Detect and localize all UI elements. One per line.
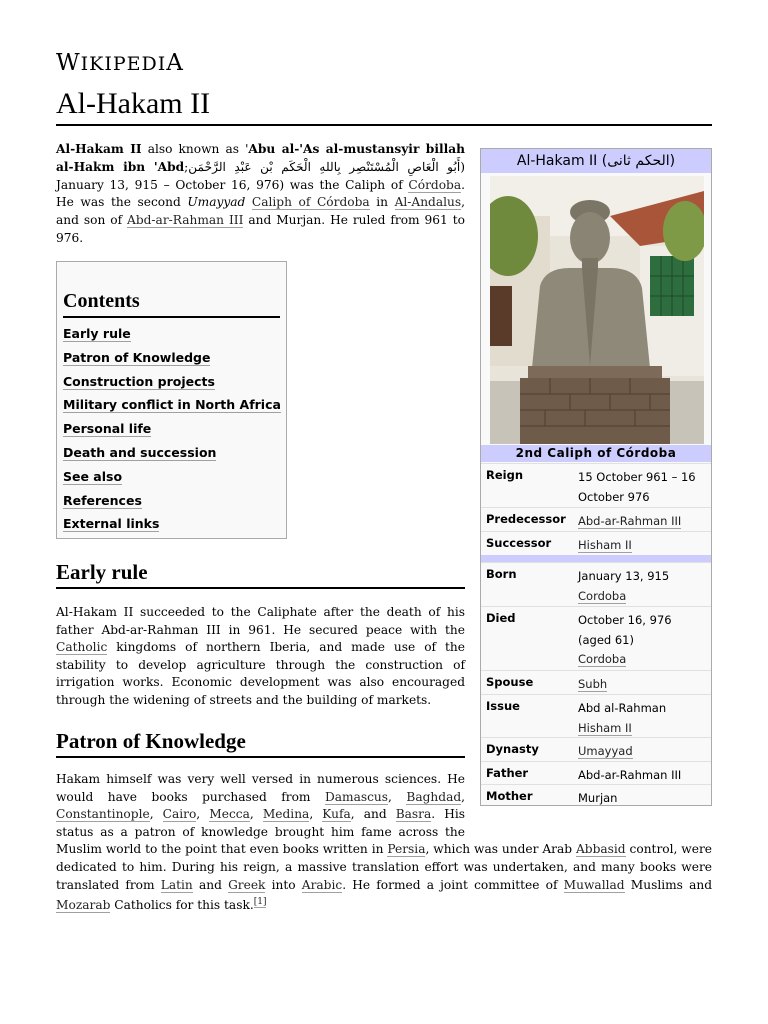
- toc-item[interactable]: [63, 370, 286, 394]
- toc-item-label[interactable]: Military conflict in North Africa: [63, 397, 281, 413]
- link-constantinople[interactable]: Constantinople: [56, 807, 150, 822]
- died-date: October 16, 976: [578, 613, 672, 627]
- toc-item-label[interactable]: Personal life: [63, 421, 152, 437]
- link-dynasty[interactable]: Umayyad: [578, 744, 633, 758]
- link-mecca[interactable]: Mecca: [209, 807, 250, 822]
- infobox-header: Al-Hakam II (الحكم ثانی): [481, 149, 711, 173]
- section-heading-early-rule: Early rule: [56, 560, 148, 584]
- link-issue[interactable]: Hisham II: [578, 720, 632, 735]
- infobox-row-father: [481, 761, 711, 785]
- intro-paragraph: [56, 141, 465, 248]
- infobox-row-dynasty: [481, 737, 711, 762]
- infobox-label: Predecessor: [486, 512, 566, 526]
- toc-item[interactable]: [63, 393, 286, 417]
- infobox-row-mother: [481, 784, 711, 806]
- toc-item-label[interactable]: References: [63, 492, 142, 508]
- toc-item-label[interactable]: External links: [63, 516, 160, 532]
- infobox-label: Issue: [486, 699, 520, 713]
- paragraph-text: ,: [149, 807, 163, 822]
- infobox-value: Abd-ar-Rahman III: [578, 768, 682, 782]
- link-latin[interactable]: Latin: [160, 877, 193, 892]
- link-abd-ar-rahman-iii[interactable]: Abd-ar-Rahman III: [127, 213, 244, 228]
- title-divider: [56, 124, 712, 126]
- infobox-separator: [481, 555, 711, 562]
- intro-text: in: [369, 195, 395, 210]
- infobox-row-issue: [481, 694, 711, 738]
- toc-item-label[interactable]: Patron of Knowledge: [63, 349, 211, 365]
- link-successor[interactable]: Hisham II: [578, 538, 632, 552]
- infobox-row-died: [481, 606, 711, 671]
- wikipedia-wordmark[interactable]: [56, 50, 184, 76]
- infobox-row-predecessor: [481, 507, 711, 532]
- toc-item[interactable]: [63, 489, 286, 513]
- paragraph-text: Hakam himself was very well versed in numerous sciences. He would have books purchased from: [56, 772, 465, 804]
- infobox-label: Dynasty: [486, 742, 539, 756]
- intro-text: also known as ': [141, 142, 249, 156]
- link-muwallad[interactable]: Muwallad: [563, 877, 625, 892]
- paragraph-text: ,: [388, 789, 407, 804]
- link-born-place[interactable]: Cordoba: [578, 588, 627, 603]
- paragraph-text: into: [265, 877, 302, 892]
- paragraph-text: Catholics for this task.: [110, 898, 254, 913]
- link-basra[interactable]: Basra: [395, 807, 432, 822]
- wordmark-initial: W: [56, 50, 81, 76]
- intro-text: January 13, 915 – October 16, 976) was the Caliph of: [56, 177, 409, 192]
- infobox-label: Died: [486, 611, 516, 625]
- toc-item[interactable]: [63, 346, 286, 370]
- link-predecessor[interactable]: Abd-ar-Rahman III: [578, 514, 682, 528]
- toc-item[interactable]: [63, 322, 286, 346]
- paragraph-text: ,: [249, 807, 263, 822]
- intro-text: , and son of: [56, 195, 465, 228]
- infobox-value: 15 October 961 – 16 October 976: [578, 470, 696, 504]
- infobox-label: Father: [486, 766, 529, 780]
- umayyad-italic: Umayyad: [187, 195, 246, 210]
- link-al-andalus[interactable]: Al-Andalus: [394, 195, 462, 210]
- born-date: January 13, 915: [578, 569, 670, 583]
- intro-text: . He was the second: [56, 177, 465, 210]
- paragraph-text: ,: [461, 789, 466, 804]
- link-greek[interactable]: Greek: [228, 877, 266, 892]
- section-divider: [56, 756, 465, 758]
- infobox-value: Murjan: [578, 791, 618, 805]
- paragraph-text: and: [192, 877, 229, 892]
- toc-item[interactable]: [63, 417, 286, 441]
- link-mozarab[interactable]: Mozarab: [56, 898, 111, 913]
- paragraph-text: . His status as a patron of knowledge brought him fame across the Muslim world to the point that even books written in: [56, 807, 466, 857]
- infobox: [480, 148, 712, 806]
- link-catholic[interactable]: Catholic: [56, 640, 108, 655]
- issue-name: Abd al-Rahman: [578, 701, 667, 715]
- section-divider: [56, 587, 465, 589]
- link-damascus[interactable]: Damascus: [324, 789, 389, 804]
- infobox-label: Born: [486, 567, 517, 581]
- infobox-row-spouse: [481, 670, 711, 695]
- toc-heading: Contents: [63, 290, 140, 312]
- infobox-caption: 2nd Caliph of Córdoba: [481, 445, 711, 462]
- wordmark-middle: IKIPEDI: [80, 53, 167, 75]
- early-rule-paragraph: [56, 604, 465, 710]
- toc-item-label[interactable]: Death and succession: [63, 444, 217, 460]
- arabic-name: (أَبُو الْعَاصِ الْمُسْتَنْصِر بِاللهِ الْحَكَم بْن عَبْدِ الرَّحْمَن;: [184, 159, 465, 174]
- link-medina[interactable]: Medina: [262, 807, 310, 822]
- section-heading-patron-of-knowledge: Patron of Knowledge: [56, 729, 246, 753]
- subject-full-name: Abu al-'As al-mustansyir billah al-Hakm ibn 'Abd: [56, 142, 465, 174]
- paragraph-text: Al-Hakam II succeeded to the Caliphate after the death of his father Abd-ar-Rahman III in 961. He secured peace with the: [56, 605, 465, 637]
- paragraph-text: , and: [350, 807, 396, 822]
- toc-item-label[interactable]: See also: [63, 468, 123, 484]
- paragraph-text: ,: [196, 807, 210, 822]
- wordmark-final: A: [166, 50, 184, 76]
- toc-item[interactable]: [63, 441, 286, 465]
- table-of-contents: [56, 261, 287, 539]
- link-persia[interactable]: Persia: [387, 842, 426, 857]
- paragraph-text: . He formed a joint committee of: [342, 877, 564, 892]
- reference-link[interactable]: [1]: [253, 897, 267, 908]
- infobox-label: Reign: [486, 468, 524, 482]
- paragraph-text: control, were dedicated to him. During his reign, a massive translation effort was undertaken, and many books were translated from: [56, 842, 712, 892]
- link-abbasid[interactable]: Abbasid: [575, 842, 626, 857]
- infobox-label: Mother: [486, 789, 533, 803]
- link-arabic[interactable]: Arabic: [301, 877, 343, 892]
- link-died-place[interactable]: Cordoba: [578, 652, 627, 667]
- link-spouse[interactable]: Subh: [578, 677, 608, 691]
- toc-list: [57, 322, 286, 536]
- toc-item[interactable]: [63, 465, 286, 489]
- died-age: (aged 61): [578, 632, 634, 647]
- link-cairo[interactable]: Cairo: [162, 807, 197, 822]
- paragraph-text: ,: [309, 807, 323, 822]
- toc-item-label[interactable]: Early rule: [63, 326, 131, 341]
- link-caliph-of-cordoba[interactable]: Caliph of Córdoba: [251, 195, 370, 210]
- paragraph-text: kingdoms of northern Iberia, and made use of the stability to develop agriculture through the construction of irrigation works. Economic development was also encouraged through the widening of streets and the building of markets.: [56, 640, 465, 707]
- intro-text: and Murjan. He ruled from 961 to 976.: [56, 213, 465, 245]
- statue-photo: [490, 176, 704, 444]
- infobox-label: Successor: [486, 536, 552, 550]
- toc-item-label[interactable]: Construction projects: [63, 373, 215, 389]
- link-baghdad[interactable]: Baghdad: [406, 789, 462, 804]
- statue-image[interactable]: [490, 176, 704, 444]
- toc-divider: [63, 316, 280, 318]
- paragraph-text: Muslims and: [624, 877, 713, 892]
- subject-name: Al-Hakam II: [56, 142, 142, 156]
- page-title: Al-Hakam II: [56, 87, 211, 120]
- intro-text: [245, 195, 252, 209]
- infobox-row-born: [481, 562, 711, 607]
- infobox-row-successor: [481, 531, 711, 556]
- link-cordoba[interactable]: Córdoba: [408, 177, 462, 192]
- infobox-label: Spouse: [486, 675, 534, 689]
- paragraph-text: , which was under Arab: [425, 842, 576, 857]
- link-kufa[interactable]: Kufa: [322, 807, 351, 822]
- infobox-row-reign: [481, 463, 711, 508]
- toc-item[interactable]: [63, 512, 286, 536]
